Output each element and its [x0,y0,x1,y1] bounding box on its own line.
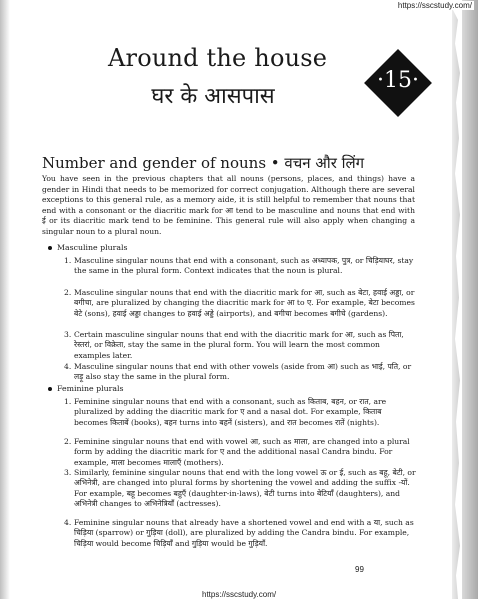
item-number: 3. [64,468,72,477]
page-number: 99 [355,565,364,574]
chapter-number: ·15· [377,68,419,93]
item-number: 4. [64,362,72,371]
item-text: Feminine singular nouns that end with vowel आ, such as माला, are changed into a plural form by adding the diacritic mark for ए and the additional nasal Candra bindu. For example, माला becomes मालाएँ (mothers). [74,437,410,467]
bullet-icon [48,246,52,250]
chapter-title: Around the house [108,44,328,72]
item-text: Masculine singular nouns that end with a consonant, such as अध्यापक, पुत्र, or चिड़ियाघर, stay the same in the plural form. Context indicates that the noun is plural. [74,256,414,276]
item-text: Certain masculine singular nouns that end with the diacritic mark for आ, such as पिता, रेस्तरां, or विक्रेता, stay the same in the plural form. You will learn the most common examples later. [74,330,404,360]
masculine-plurals-heading [48,243,128,252]
item-number: 3. [64,330,72,339]
item-text: Feminine singular nouns that end with a consonant, such as किताब, बहन, or रात, are pluralized by adding the diacritic mark for ए and a nasal dot. For example, किताब becomes किताबें (books), बहन turns into बहनें (sisters), and रात becomes रातें (nights). [74,397,387,427]
watermark-url-bottom: https://sscstudy.com/ [202,590,277,599]
list-item [64,397,416,428]
item-text: Similarly, feminine singular nouns that end with the long vowel ऊ or ई, such as बहू, बेटी, or अभिनेत्री, are changed into plural forms by shortening the vowel and adding the suffix -यों. For example, बहू becomes बहुएँ (daughter-in-laws), बेटी turns into बेटियाँ (daughters), and अभिनेत्री changes to अभिनेत्रियाँ (actresses). [74,468,416,509]
right-background-strip [462,0,478,599]
item-text: Masculine singular nouns that end with other vowels (aside from आ) such as भाई, पति, or लड़ू also stay the same in the plural form. [74,362,412,382]
chapter-number-value: 15 [384,68,412,93]
intro-paragraph: You have seen in the previous chapters that all nouns (persons, places, and things) have a gender in Hindi that needs to be memorized for correct conjugation. Although there are several exceptions to this general rule, as a memory aide, it is still helpful to remember that nouns that end with a consonant or the diacritic mark for आ tend to be masculine and nouns that end with ई or its diacritic mark tend to be feminine. This general rule will also apply when changing a singular noun to a plural noun. [42,174,415,236]
feminine-plurals-heading [48,384,124,393]
item-text: Feminine singular nouns that already have a shortened vowel and end with a या, such as चिड़िया (sparrow) or गुड़िया (doll), are pluralized by adding the Candra bindu. For example, चिड़िया would become चिड़ियाँ and गुड़िया would be गुड़ियाँ. [74,518,414,548]
book-page [10,0,462,599]
list-item [64,468,416,510]
masculine-heading-text: Masculine plurals [57,243,128,252]
item-number: 4. [64,518,72,527]
left-page-shadow [0,0,10,599]
list-item [64,288,416,319]
list-item [64,362,416,383]
item-number: 1. [64,397,72,406]
list-item [64,518,416,549]
section-heading: Number and gender of nouns • वचन और लिंग [42,154,365,172]
item-text: Masculine singular nouns that end with the diacritic mark for आ, such as बेटा, हवाई अड्डा, or बगीचा, are pluralized by changing the diacritic mark for आ to ए. For example, बेटा becomes बेटे (sons), हवाई अड्डा changes to हवाई अड्डे (airports), and बगीचा becomes बगीचे (gardens). [74,288,415,318]
list-item [64,330,416,361]
list-item [64,437,416,468]
item-number: 2. [64,288,72,297]
list-item [64,256,416,277]
chapter-title-hindi: घर के आसपास [151,84,275,109]
bullet-icon [48,387,52,391]
item-number: 1. [64,256,72,265]
chapter-number-badge [364,49,432,117]
watermark-url-top: https://sscstudy.com/ [397,1,472,10]
item-number: 2. [64,437,72,446]
feminine-heading-text: Feminine plurals [57,384,124,393]
